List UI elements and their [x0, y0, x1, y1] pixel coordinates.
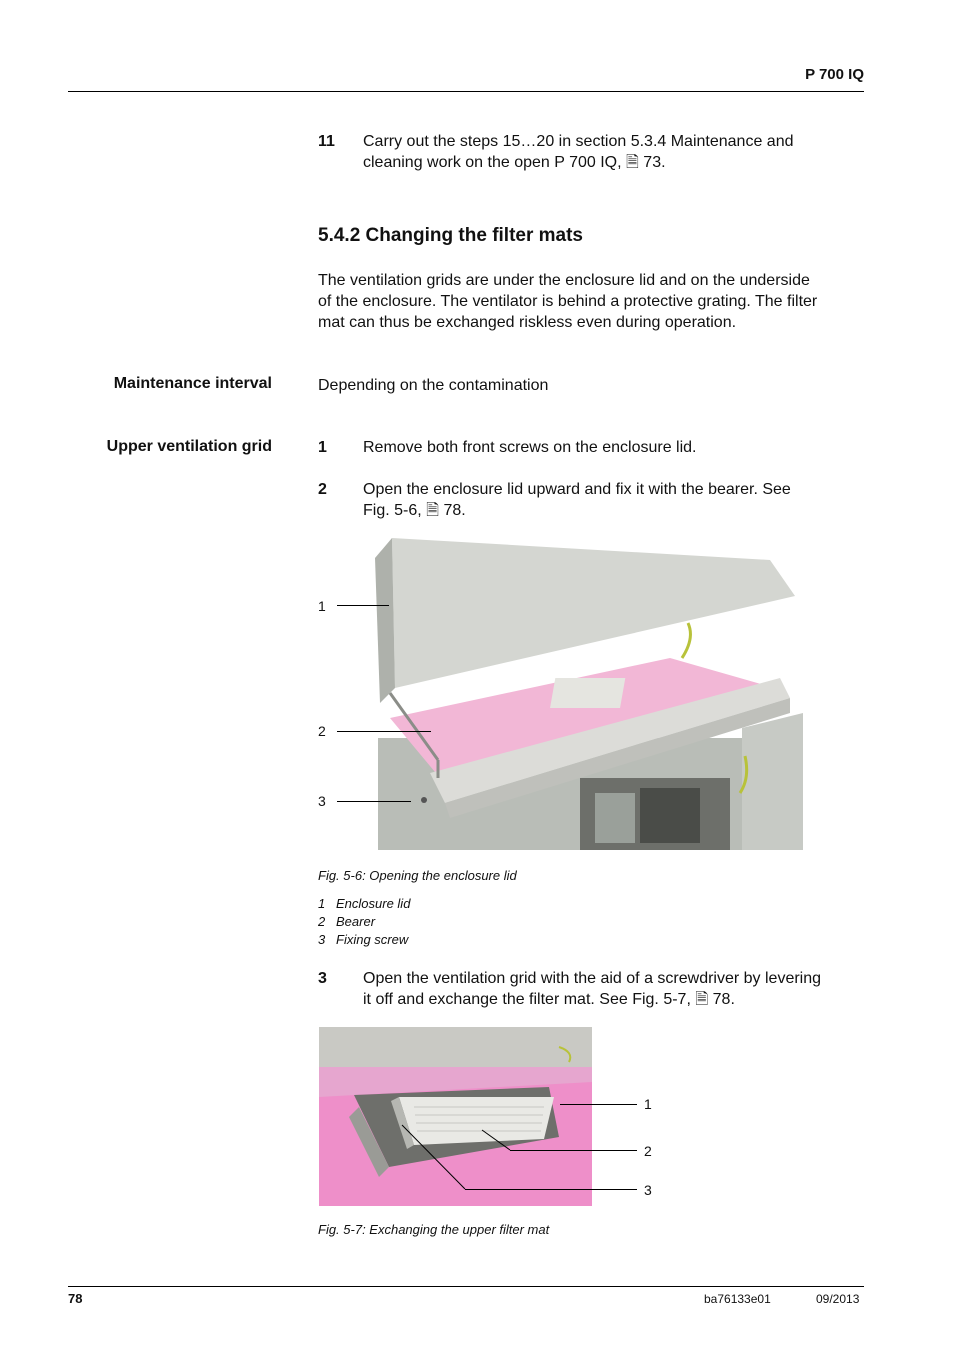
legend-item — [318, 896, 410, 911]
callout-line — [337, 801, 411, 802]
step-number: 11 — [318, 133, 335, 150]
enclosure-lid-photo — [370, 538, 803, 850]
step-line: Open the enclosure lid upward and fix it with the bearer. See — [363, 481, 791, 498]
maintenance-interval-label: Maintenance interval — [113, 375, 272, 392]
step-line: Remove both front screws on the enclosure lid. — [363, 439, 697, 456]
step-line: Fig. 5-6, 🗎 78. — [363, 502, 466, 519]
section-heading: 5.4.2 Changing the filter mats — [318, 225, 583, 246]
legend-number: 2 — [318, 914, 326, 929]
callout-line — [337, 731, 431, 732]
callout-number: 3 — [318, 793, 326, 809]
callout-line — [560, 1104, 637, 1105]
legend-number: 1 — [318, 896, 326, 911]
footer-rule — [68, 1286, 864, 1287]
step-number: 1 — [318, 439, 327, 456]
step-text — [363, 437, 863, 458]
legend-text: Bearer — [336, 914, 376, 929]
paragraph-line: mat can thus be exchanged riskless even during operation. — [318, 314, 737, 331]
callout-number: 1 — [318, 598, 326, 614]
paragraph-line: of the enclosure. The ventilator is behind a protective grating. The filter — [318, 293, 818, 310]
header-rule — [68, 91, 864, 92]
step-line: Open the ventilation grid with the aid of a screwdriver by levering — [363, 970, 822, 987]
document-title: P 700 IQ — [805, 66, 864, 83]
legend-text: Enclosure lid — [336, 896, 411, 911]
step-text — [363, 131, 863, 173]
maintenance-interval-value: Depending on the contamination — [318, 377, 549, 394]
step-text — [363, 479, 863, 521]
callout-leaders — [400, 1120, 520, 1192]
document-date: 09/2013 — [816, 1292, 860, 1306]
figure-caption: Fig. 5-6: Opening the enclosure lid — [318, 868, 517, 883]
legend-item — [318, 914, 375, 929]
step-number: 3 — [318, 970, 327, 987]
figure-caption: Fig. 5-7: Exchanging the upper filter mat — [318, 1222, 550, 1237]
callout-number: 1 — [644, 1096, 652, 1112]
callout-line — [510, 1150, 637, 1151]
step-line: it off and exchange the filter mat. See Fig. 5-7, 🗎 78. — [363, 991, 735, 1008]
enclosure-lid-illustration — [370, 538, 803, 850]
callout-line — [337, 605, 389, 606]
legend-text: Fixing screw — [336, 932, 409, 947]
step-number: 2 — [318, 481, 327, 498]
callout-number: 2 — [318, 723, 326, 739]
intro-paragraph — [318, 270, 864, 333]
step-line: Carry out the steps 15…20 in section 5.3.4 Maintenance and — [363, 133, 794, 150]
step-line: cleaning work on the open P 700 IQ, 🗎 73. — [363, 154, 666, 171]
callout-number: 2 — [644, 1143, 652, 1159]
page-number: 78 — [68, 1291, 83, 1306]
legend-number: 3 — [318, 932, 326, 947]
callout-number: 3 — [644, 1182, 652, 1198]
paragraph-line: The ventilation grids are under the enclosure lid and on the underside — [318, 272, 810, 289]
upper-ventilation-grid-label: Upper ventilation grid — [106, 438, 272, 455]
document-number: ba76133e01 — [704, 1292, 771, 1306]
legend-item — [318, 932, 408, 947]
step-text — [363, 968, 863, 1010]
